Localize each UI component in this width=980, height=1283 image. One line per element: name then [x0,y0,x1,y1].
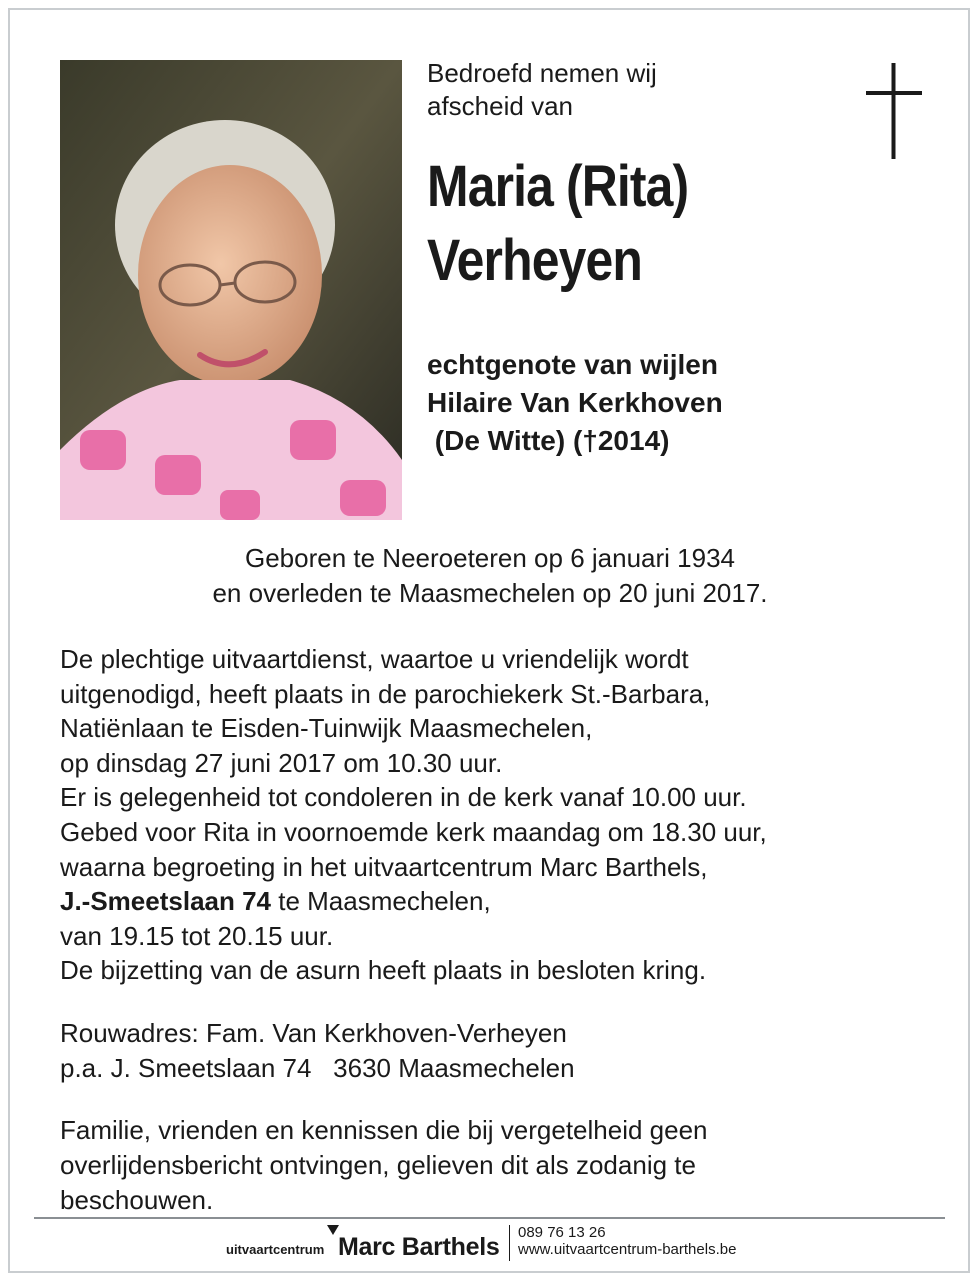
service-line-2: uitgenodigd, heeft plaats in de parochiekerk St.-Barbara, [60,678,711,709]
funeral-service-text [60,642,767,988]
cross-icon [866,63,922,159]
dates-line-1: Geboren te Neeroeteren op 6 januari 1934 [244,543,735,573]
notice-line-2: overlijdensbericht ontvingen, gelieven dit als zodanig te [60,1150,696,1180]
logo-big-text: Marc Barthels [338,1233,500,1261]
logo-small-text: uitvaartcentrum [226,1242,325,1257]
service-line-8-rest: te Maasmechelen, [271,886,491,917]
notice-line-1: Familie, vrienden en kennissen die bij vergetelheid geen [60,1115,708,1145]
name-line-1: Maria (Rita) [427,154,689,219]
name-line-2: Verheyen [427,228,642,293]
spouse-line-1: echtgenote van wijlen [427,349,718,380]
service-line-1: De plechtige uitvaartdienst, waartoe u vriendelijk wordt [60,644,689,674]
notice-line-3: beschouwen. [60,1185,214,1215]
address-line-2: p.a. J. Smeetslaan 74 3630 Maasmechelen [60,1053,575,1083]
dates-line-2: en overleden te Maasmechelen op 20 juni 2017. [212,578,768,608]
footer-divider [34,1217,945,1219]
service-line-7: waarna begroeting in het uitvaartcentrum Marc Barthels, [60,851,708,882]
deceased-name [427,150,688,298]
service-line-3: Natiënlaan te Eisden-Tuinwijk Maasmechelen, [60,713,593,744]
birth-death-dates [0,541,980,611]
service-line-6: Gebed voor Rita in voornoemde kerk maandag om 18.30 uur, [60,816,767,847]
website-link[interactable]: www.uitvaartcentrum-barthels.be [518,1241,737,1258]
footer-separator [509,1225,510,1261]
funeral-home-address: J.-Smeetslaan 74 [60,886,272,917]
mourning-address [60,1016,575,1086]
intro-line-2: afscheid van [427,91,573,121]
intro-text [427,57,657,123]
notice-text [60,1113,708,1218]
address-line-1: Rouwadres: Fam. Van Kerkhoven-Verheyen [60,1018,567,1048]
footer [0,1222,980,1262]
spouse-line-3: (De Witte) (†2014) [427,425,670,456]
service-line-10: De bijzetting van de asurn heeft plaats in besloten kring. [60,955,707,986]
service-line-8 [60,884,767,919]
intro-line-1: Bedroefd nemen wij [427,58,657,88]
service-line-9: van 19.15 tot 20.15 uur. [60,920,334,951]
phone-number: 089 76 13 26 [518,1224,606,1241]
portrait-photo [60,60,402,520]
spouse-line-2: Hilaire Van Kerkhoven [427,387,723,418]
spouse-info [427,346,723,460]
service-line-5: Er is gelegenheid tot condoleren in de kerk vanaf 10.00 uur. [60,782,747,813]
service-line-4: op dinsdag 27 juni 2017 om 10.30 uur. [60,747,503,778]
